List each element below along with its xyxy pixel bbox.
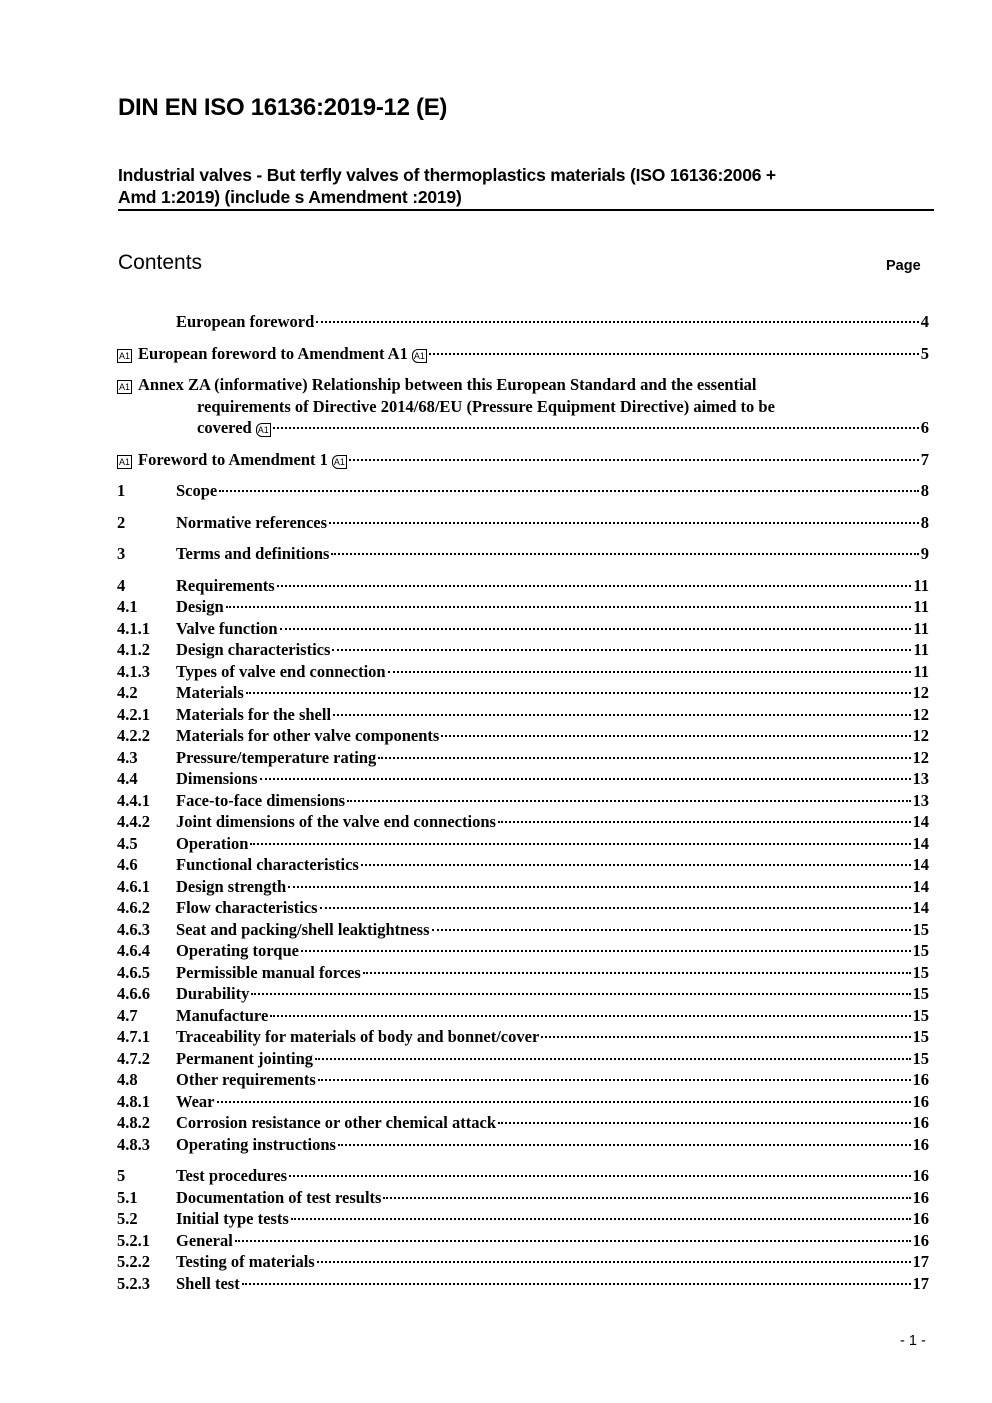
dot-leader <box>301 950 911 952</box>
amendment-start-marker-icon: A1 <box>119 350 131 361</box>
toc-group <box>117 480 929 502</box>
toc-entry[interactable] <box>117 1026 929 1048</box>
toc-entry[interactable] <box>117 374 929 439</box>
toc-entry-number: 4.4 <box>117 769 138 788</box>
toc-entry[interactable] <box>117 543 929 565</box>
toc-entry-body <box>176 983 929 1005</box>
toc-entry-title: European foreword to Amendment A1 <box>138 343 408 363</box>
contents-heading: Contents <box>118 251 203 274</box>
toc-entry-page: 11 <box>913 575 929 595</box>
toc-entry[interactable] <box>117 876 929 898</box>
toc-entry-title: Operation <box>176 833 249 853</box>
document-id: DIN EN ISO 16136:2019-12 (E) <box>118 94 448 121</box>
dot-leader <box>498 821 911 823</box>
toc-entry-body <box>176 661 929 683</box>
toc-title-line <box>138 417 929 439</box>
toc-entry-body <box>176 596 929 618</box>
toc-entry-body <box>176 1091 929 1113</box>
toc-entry[interactable] <box>117 1230 929 1252</box>
toc-entry-number: 4.7.1 <box>117 1027 150 1046</box>
toc-entry-number: 4 <box>117 575 126 595</box>
dot-leader <box>363 972 911 974</box>
dot-leader <box>332 649 911 651</box>
page-number: - 1 - <box>900 1333 926 1349</box>
toc-entry-number: 5.2.2 <box>117 1252 150 1271</box>
toc-entry-title: Initial type tests <box>176 1209 289 1228</box>
dot-leader <box>226 606 912 608</box>
toc-entry-page: 15 <box>912 1048 929 1068</box>
toc-entry-number: 5.2 <box>117 1209 138 1228</box>
toc-entry-number: 4.6.3 <box>117 919 150 939</box>
toc-entry-body <box>176 618 929 640</box>
toc-entry[interactable] <box>117 940 929 962</box>
toc-entry-title: Terms and definitions <box>176 544 330 563</box>
toc-entry-number: 4.3 <box>117 747 138 767</box>
toc-entry-body <box>138 343 929 365</box>
toc-entry-number: 4.6.6 <box>117 984 150 1003</box>
table-of-contents <box>117 311 929 1304</box>
dot-leader <box>388 671 912 673</box>
toc-entry-page: 15 <box>912 984 929 1003</box>
toc-entry-title: Dimensions <box>176 769 258 788</box>
toc-entry-page: 16 <box>912 1070 929 1089</box>
toc-entry-number: 4.8.3 <box>117 1134 150 1154</box>
toc-entry-page: 12 <box>912 704 929 724</box>
toc-entry-body <box>176 854 929 876</box>
toc-entry-body <box>176 790 929 812</box>
toc-entry-number: 4.8.1 <box>117 1091 150 1111</box>
toc-entry-page: 11 <box>913 618 929 638</box>
dot-leader <box>251 993 910 995</box>
toc-entry[interactable] <box>117 618 929 640</box>
toc-entry-page: 13 <box>912 790 929 810</box>
toc-entry-page: 16 <box>912 1113 929 1132</box>
toc-entry-title: Requirements <box>176 575 275 595</box>
toc-entry-page: 8 <box>920 512 929 532</box>
dot-leader <box>338 1144 911 1146</box>
amendment-end-marker-icon: A1 <box>257 425 269 435</box>
toc-entry[interactable] <box>117 1165 929 1187</box>
toc-entry-page: 4 <box>920 312 929 331</box>
toc-entry[interactable] <box>117 704 929 726</box>
toc-entry-title: Permissible manual forces <box>176 962 361 982</box>
dot-leader <box>277 585 912 587</box>
dot-leader <box>242 1283 911 1285</box>
toc-entry-title: Durability <box>176 984 250 1003</box>
dot-leader <box>383 1197 910 1199</box>
toc-entry[interactable] <box>117 661 929 683</box>
toc-entry-body <box>176 962 929 984</box>
toc-entry-title: Traceability for materials of body and bonnet/cover <box>176 1027 540 1046</box>
toc-title-text: covered <box>197 418 252 437</box>
toc-entry-title: Operating instructions <box>176 1134 336 1154</box>
toc-group <box>117 512 929 534</box>
toc-entry[interactable] <box>117 919 929 941</box>
toc-entry[interactable] <box>117 596 929 618</box>
dot-leader <box>291 1218 911 1220</box>
dot-leader <box>541 1036 910 1038</box>
toc-title-line: Annex ZA (informative) Relationship between this European Standard and the essential <box>138 375 757 394</box>
dot-leader <box>441 735 910 737</box>
dot-leader <box>289 1175 910 1177</box>
toc-entry[interactable] <box>117 1091 929 1113</box>
toc-entry-body <box>176 512 929 534</box>
toc-entry-page: 14 <box>912 812 929 831</box>
toc-entry[interactable] <box>117 854 929 876</box>
toc-entry[interactable] <box>117 768 929 790</box>
toc-group <box>117 543 929 565</box>
dot-leader <box>288 886 910 888</box>
toc-entry-body <box>138 449 929 471</box>
toc-entry[interactable] <box>117 747 929 769</box>
toc-entry-page: 16 <box>912 1230 929 1250</box>
toc-entry-number: 4.6 <box>117 855 138 874</box>
toc-entry-title: Foreword to Amendment 1 <box>138 449 328 469</box>
toc-entry-title: Testing of materials <box>176 1252 315 1271</box>
toc-entry-body <box>176 311 929 333</box>
toc-entry-number: 4.2.2 <box>117 726 150 745</box>
toc-entry-title: Types of valve end connection <box>176 661 386 681</box>
toc-entry-page: 14 <box>912 855 929 874</box>
toc-entry-title: Test procedures <box>176 1166 288 1185</box>
toc-entry-body <box>176 575 929 597</box>
toc-entry-body <box>176 768 929 790</box>
toc-entry-title: General <box>176 1230 233 1250</box>
dot-leader <box>219 490 919 492</box>
toc-entry-title: Corrosion resistance or other chemical attack <box>176 1113 497 1132</box>
toc-entry-body <box>176 1005 929 1027</box>
toc-entry-body <box>176 1165 929 1187</box>
toc-entry-page: 15 <box>912 919 929 939</box>
toc-entry-number: 4.6.1 <box>117 876 150 896</box>
toc-entry[interactable] <box>117 575 929 597</box>
toc-entry-page: 9 <box>920 544 929 563</box>
toc-entry-body <box>176 919 929 941</box>
dot-leader <box>273 427 919 429</box>
page-column-label: Page <box>886 258 921 274</box>
toc-entry-body <box>176 940 929 962</box>
subtitle-line: Industrial valves - But terfly valves of thermoplastics materials (ISO 16136:2006 + <box>118 165 776 185</box>
toc-entry-body <box>176 833 929 855</box>
toc-entry-title: Pressure/temperature rating <box>176 747 377 767</box>
amendment-end-marker-icon: A1 <box>413 350 425 361</box>
toc-entry-title: Operating torque <box>176 941 299 960</box>
amendment-start-marker-icon: A1 <box>119 456 131 467</box>
toc-entry-title: Design strength <box>176 876 287 896</box>
toc-entry[interactable] <box>117 639 929 661</box>
toc-entry[interactable] <box>117 480 929 502</box>
dot-leader <box>349 459 919 461</box>
toc-entry[interactable] <box>117 343 929 365</box>
toc-entry-body <box>176 725 929 747</box>
toc-entry-body <box>176 897 929 919</box>
toc-entry-title: Other requirements <box>176 1070 316 1089</box>
toc-entry[interactable] <box>117 962 929 984</box>
dot-leader <box>331 553 918 555</box>
toc-entry-title: Design <box>176 597 224 616</box>
amendment-start-marker-icon: A1 <box>119 382 131 392</box>
dot-leader <box>217 1101 911 1103</box>
toc-entry[interactable] <box>117 1134 929 1156</box>
toc-entry[interactable] <box>117 983 929 1005</box>
toc-entry[interactable] <box>117 725 929 747</box>
toc-entry-title: Face-to-face dimensions <box>176 790 346 810</box>
dot-leader <box>250 843 910 845</box>
toc-entry-body <box>176 1208 929 1230</box>
toc-entry-title: Wear <box>176 1091 215 1111</box>
toc-entry-body <box>176 811 929 833</box>
dot-leader <box>260 778 911 780</box>
toc-entry-page: 12 <box>912 726 929 745</box>
toc-entry-number: 4.1.3 <box>117 661 150 681</box>
toc-entry-body <box>176 747 929 769</box>
toc-entry-page: 15 <box>912 1005 929 1025</box>
toc-entry-page: 16 <box>912 1209 929 1228</box>
toc-entry-page: 14 <box>912 833 929 853</box>
toc-entry-number: 4.7.2 <box>117 1048 150 1068</box>
toc-group <box>117 343 929 365</box>
dot-leader <box>378 757 910 759</box>
toc-entry-title: Valve function <box>176 618 278 638</box>
toc-entry-number: 4.6.5 <box>117 962 150 982</box>
toc-entry-body <box>176 1069 929 1091</box>
toc-entry-number: 4.8 <box>117 1070 138 1089</box>
toc-entry-body <box>176 639 929 661</box>
toc-entry-page: 16 <box>912 1091 929 1111</box>
dot-leader <box>280 628 912 630</box>
toc-entry-body <box>176 1048 929 1070</box>
toc-entry-body <box>176 1134 929 1156</box>
dot-leader <box>317 1261 911 1263</box>
toc-entry[interactable] <box>117 449 929 471</box>
toc-entry-title: Seat and packing/shell leaktightness <box>176 919 430 939</box>
toc-entry-title: Functional characteristics <box>176 855 359 874</box>
toc-entry-title: Design characteristics <box>176 640 331 659</box>
toc-entry[interactable] <box>117 682 929 704</box>
toc-entry-number: 4.4.2 <box>117 812 150 831</box>
toc-entry-body <box>176 1230 929 1252</box>
toc-entry-number: 4.1.1 <box>117 618 150 638</box>
toc-title-line: requirements of Directive 2014/68/EU (Pressure Equipment Directive) aimed to be <box>197 396 775 416</box>
toc-entry-number: 4.5 <box>117 833 138 853</box>
dot-leader <box>246 692 911 694</box>
dot-leader <box>347 800 910 802</box>
toc-entry-page: 12 <box>912 747 929 767</box>
toc-entry-page: 14 <box>912 898 929 917</box>
toc-group <box>117 374 929 439</box>
toc-entry-body <box>176 682 929 704</box>
toc-entry-body <box>176 1273 929 1295</box>
document-subtitle <box>118 164 933 208</box>
toc-entry-title: Shell test <box>176 1273 240 1293</box>
toc-entry-page: 17 <box>912 1273 929 1293</box>
toc-entry-title: European foreword <box>176 312 315 331</box>
dot-leader <box>318 1079 911 1081</box>
subtitle-line: Amd 1:2019) (include s Amendment :2019) <box>118 187 462 207</box>
toc-entry-page: 17 <box>912 1252 929 1271</box>
dot-leader <box>270 1015 910 1017</box>
toc-entry[interactable] <box>117 1251 929 1273</box>
toc-group <box>117 449 929 471</box>
toc-entry-page: 16 <box>912 1187 929 1207</box>
toc-entry[interactable] <box>117 1273 929 1295</box>
toc-entry-body <box>176 1026 929 1048</box>
toc-entry[interactable] <box>117 897 929 919</box>
toc-entry-title: Flow characteristics <box>176 898 318 917</box>
toc-entry-page: 11 <box>913 597 929 616</box>
toc-entry-number: 4.7 <box>117 1005 138 1025</box>
toc-entry-body <box>176 704 929 726</box>
toc-entry[interactable] <box>117 811 929 833</box>
toc-entry[interactable] <box>117 833 929 855</box>
toc-group <box>117 311 929 333</box>
toc-entry-page: 16 <box>912 1134 929 1154</box>
toc-entry-page: 13 <box>912 769 929 788</box>
dot-leader <box>432 929 911 931</box>
toc-entry-body <box>176 543 929 565</box>
toc-group <box>117 1165 929 1294</box>
toc-entry-title: Manufacture <box>176 1005 269 1025</box>
dot-leader <box>315 1058 910 1060</box>
toc-entry-number: 4.6.4 <box>117 941 150 960</box>
toc-entry-title: Materials for the shell <box>176 704 332 724</box>
toc-entry-title: Materials <box>176 683 244 702</box>
toc-entry-body <box>176 876 929 898</box>
toc-entry-number: 4.4.1 <box>117 790 150 810</box>
toc-entry-number: 4.8.2 <box>117 1113 150 1132</box>
toc-entry-title: Documentation of test results <box>176 1187 382 1207</box>
toc-entry-page: 8 <box>920 481 929 500</box>
toc-entry-title: Scope <box>176 481 218 500</box>
toc-entry[interactable] <box>117 311 929 333</box>
toc-entry-page: 11 <box>913 661 929 681</box>
toc-entry-number: 3 <box>117 544 126 563</box>
toc-entry-number: 5.1 <box>117 1187 138 1207</box>
toc-entry-body <box>176 480 929 502</box>
toc-group <box>117 575 929 1156</box>
toc-entry-title: Joint dimensions of the valve end connections <box>176 812 496 831</box>
toc-entry-title <box>138 374 929 439</box>
toc-entry[interactable] <box>117 1048 929 1070</box>
toc-entry-title: Normative references <box>176 512 328 532</box>
toc-entry-page: 12 <box>912 683 929 702</box>
toc-entry-body <box>176 1187 929 1209</box>
toc-entry[interactable] <box>117 1187 929 1209</box>
toc-entry[interactable] <box>117 1208 929 1230</box>
toc-entry-page: 6 <box>920 418 929 437</box>
dot-leader <box>320 907 911 909</box>
toc-entry-number: 5.2.1 <box>117 1230 150 1250</box>
toc-entry-number: 4.6.2 <box>117 898 150 917</box>
toc-entry-page: 15 <box>912 1027 929 1046</box>
dot-leader <box>316 321 918 323</box>
toc-entry-number: 2 <box>117 512 126 532</box>
toc-entry-number: 4.1.2 <box>117 640 150 659</box>
toc-entry-body <box>176 1112 929 1134</box>
toc-entry-page: 7 <box>920 449 929 469</box>
toc-entry-number: 5.2.3 <box>117 1273 150 1293</box>
toc-entry-number: 4.2 <box>117 683 138 702</box>
header-rule <box>118 209 934 211</box>
toc-entry-page: 11 <box>913 640 929 659</box>
dot-leader <box>333 714 910 716</box>
dot-leader <box>429 353 919 355</box>
dot-leader <box>329 522 919 524</box>
toc-entry[interactable] <box>117 1005 929 1027</box>
toc-entry-page: 16 <box>912 1166 929 1185</box>
toc-entry-page: 15 <box>912 941 929 960</box>
amendment-end-marker-icon: A1 <box>333 456 345 467</box>
toc-entry-page: 14 <box>912 876 929 896</box>
dot-leader <box>235 1240 911 1242</box>
toc-entry[interactable] <box>117 1069 929 1091</box>
toc-entry[interactable] <box>117 1112 929 1134</box>
toc-entry-number: 5 <box>117 1166 126 1185</box>
toc-entry-number: 4.1 <box>117 597 138 616</box>
dot-leader <box>498 1122 910 1124</box>
toc-entry[interactable] <box>117 512 929 534</box>
dot-leader <box>361 864 911 866</box>
toc-entry-body <box>176 1251 929 1273</box>
toc-entry-page: 5 <box>920 343 929 363</box>
toc-entry-title: Permanent jointing <box>176 1048 314 1068</box>
toc-entry-title: Materials for other valve components <box>176 726 440 745</box>
toc-entry-number: 1 <box>117 481 126 500</box>
toc-entry-number: 4.2.1 <box>117 704 150 724</box>
toc-entry-page: 15 <box>912 962 929 982</box>
toc-entry[interactable] <box>117 790 929 812</box>
